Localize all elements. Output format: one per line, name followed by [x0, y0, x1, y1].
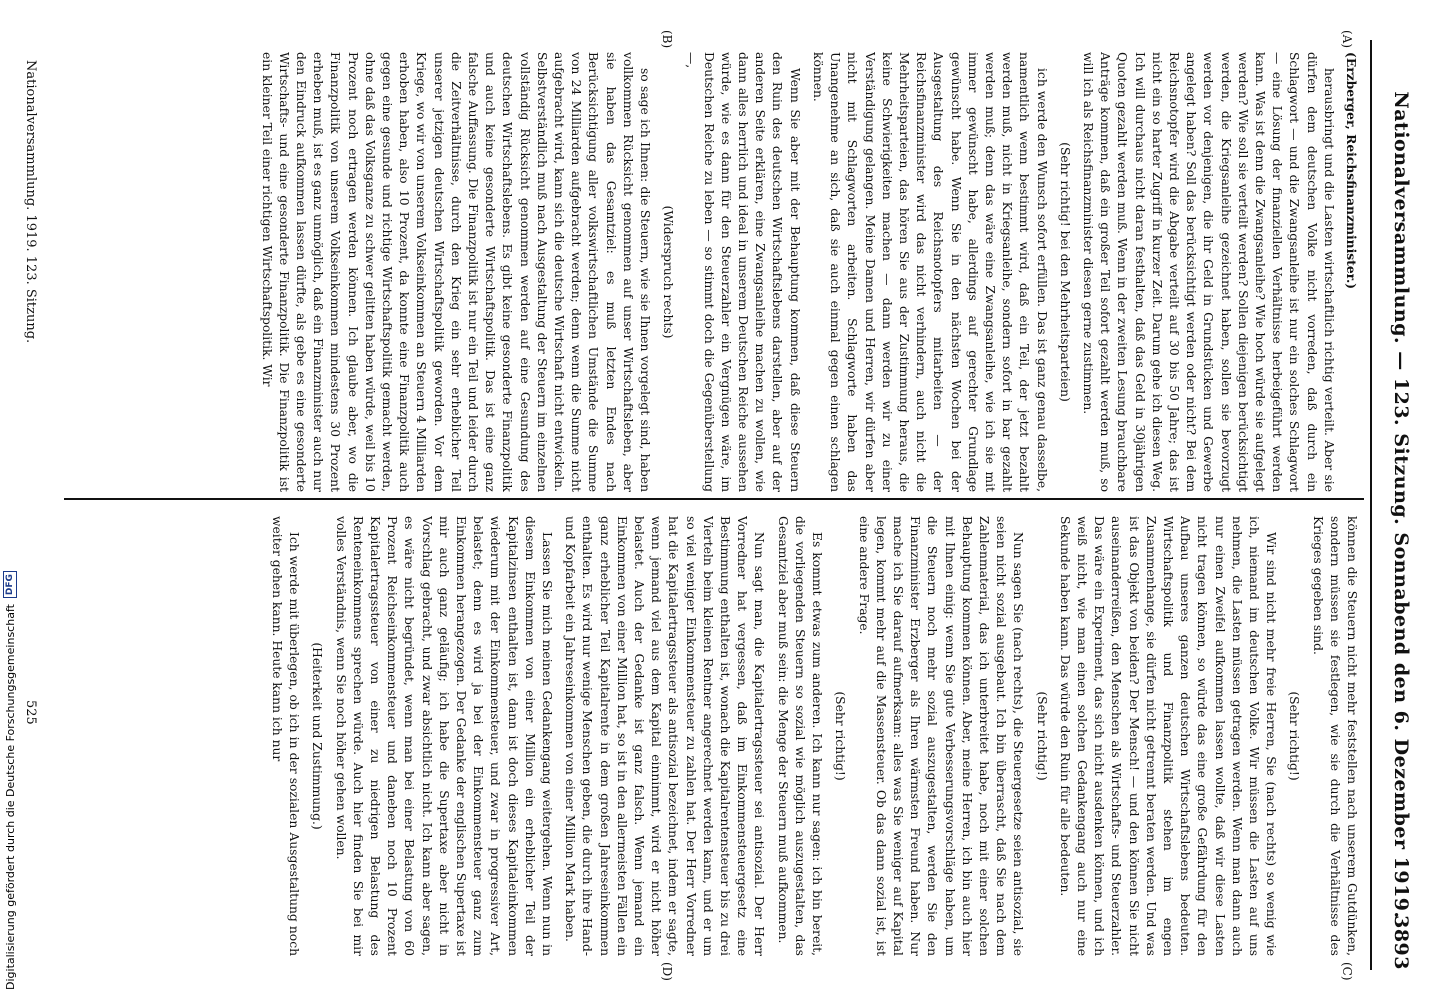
paragraph: herausbringt und die Lasten wirtschaftlich richtig verteilt. Aber sie dürfen dem deutschen Volke nicht vorreden, daß durch ein Schlagwort — und die Zwangsanleihe ist nur ein solches Schlagwort — eine Lösung der finanziellen Verhältnisse herbeigeführt werden kann. Was ist denn die Zwangsanleihe? Wie hoch würde sie aufgelegt werden? Wie soll sie verteilt werden? Sollen diejenigen berücksichtigt werden, die Kriegsanleihe gezeichnet haben, sollen sie bevorzugt werden vor denjenigen, die ihr Geld in Grundstücken und Gewerbe angelegt haben? Soll das berücksichtigt werden oder nicht? Bei dem Reichsnotopfer wird die Abgabe verteilt auf 30 bis 50 Jahre; das ist nicht ein so harter Zugriff in kurzer Zeit. Darum gehe ich diesen Weg. Ich will durchaus nicht daran festhalten, daß das Geld in 30jährigen Quoten gezahlt werden muß. Wenn in der zweiten Lesung brauchbare Anträge kommen, daß ein großer Teil sofort gezahlt werden muß, so will ich als Reichsfinanzminister diesen gerne zustimmen.: [1080, 52, 1336, 492]
interjection: (Sehr richtig!): [1034, 691, 1049, 781]
interjection: (Sehr richtig! bei den Mehrheitsparteien): [1057, 142, 1072, 402]
paragraph: Ich werde mit überlegen, ob ich in der sozialen Ausgestaltung noch weiter gehen kann. Heute kann ich nur: [270, 516, 302, 956]
credit-text: Digitalisierung gefördert durch die Deutsche Forschungsgemeinschaft: [3, 604, 17, 990]
page-header: [1376, 40, 1416, 970]
margin-marker-c: (C): [1340, 962, 1354, 981]
digitization-credit: [2, 0, 18, 990]
footer-session-label: Nationalversammlung. 1919. 123. Sitzung.: [23, 60, 38, 344]
paragraph: Nun sagen Sie (nach rechts), die Steuergesetze seien antisozial, sie seien nicht sozial ausgebaut. Ich bin überrascht, daß Sie nach dem Zahlenmaterial, das ich unterbreitet habe, noch mit einer solchen Behauptung kommen können. Aber, meine Herren, ich bin auch hier mit Ihnen einig: wenn Sie gute Verbesserungsvorschläge haben, um die Steuern noch mehr sozial auszugestalten, werden Sie den Finanzminister Erzberger als Ihren wärmsten Freund haben. Nur mache ich Sie darauf aufmerksam: alles was Sie weniger auf Kapital legen, kommt mehr auf die Massensteuer. Ob das dann sozial ist, ist eine andere Frage.: [856, 516, 1026, 956]
interjection: (Sehr richtig!): [1287, 691, 1302, 781]
paragraph: Nun sagt man, die Kapitalertragssteuer sei antisozial. Der Herr Vorredner hat vergessen, daß im Einkommensteuergesetz eine Bestimmung enthalten ist, wonach die Kapitalrentensteuer bis zu drei Vierteln beim kleinen Rentner angerechnet werden kann, und er um so viel weniger Einkommensteuer zu zahlen hat. Der Herr Vorredner hat die Kapitalertragssteuer als antisozial bezeichnet, indem er sagte, wenn jemand viel aus dem Kapital einnimmt, wird er nicht höher belastet. Auch der Gedanke ist ganz falsch. Wenn jemand ein Einkommen von einer Million hat, so ist in den allermeisten Fällen ein ganz erheblicher Teil Kapitalrente in dem großen Jahreseinkommen enthalten. Es wird nur wenige Menschen geben, die durch ihre Hand- und Kopfarbeit ein Jahreseinkommen von einer Million Mark haben.: [563, 516, 767, 956]
paragraph: so sage ich Ihnen: die Steuern, wie sie Ihnen vorgelegt sind, haben vollkommen Rücksicht genommen auf unser Wirtschaftsleben, aber sie haben das Gesamtziel: es muß letzten Endes nach Berücksichtigung aller volkswirtschaftlichen Umstände die Summe von 24 Milliarden aufgebracht werden; denn wenn die Summe nicht aufgebracht wird, kann sich die deutsche Wirtschaft nicht entwickeln. Selbstverständlich muß nach Ausgestaltung der Steuern im einzelnen vollständig Rücksicht genommen werden auf eine Gesundung des deutschen Wirtschaftslebens. Es gibt keine gesonderte Finanzpolitik und auch keine gesonderte Wirtschaftspolitik. Das ist eine ganz falsche Auffassung. Die Finanzpolitik ist nur ein Teil und leider durch die Zeitverhältnisse, durch den Krieg ein sehr erheblicher Teil unserer jetzigen deutschen Wirtschaftspolitik geworden. Vor dem Kriege, wo wir von unserem Volkseinkommen an Steuern 4 Milliarden erhoben haben, also 10 Prozent, da konnte eine Finanzpolitik auch gegen eine gesunde und richtige Wirtschaftspolitik gemacht werden, ohne daß das Volksganze zu schwer gelitten haben würde, weil bis 10 Prozent noch ertragen werden können. Ich glaube aber, wo die Finanzpolitik von unserem Volkseinkommen mindestens 30 Prozent erheben muß, ist es ganz unmöglich, daß ein Finanzminister auch nur den Eindruck aufkommen lassen dürfte, als gebe es eine gesonderte Wirtschafts- und eine gesonderte Finanzpolitik. Die Finanzpolitik ist ein kleiner Teil einer richtigen Wirtschaftspolitik. Wir: [259, 52, 653, 492]
page-number: 3893: [1390, 915, 1412, 970]
margin-marker-a: (A): [1340, 30, 1354, 49]
margin-marker-b: (B): [660, 30, 674, 49]
right-column: [70, 516, 1360, 956]
interjection: (Widerspruch rechts): [661, 205, 676, 339]
margin-marker-d: (D): [660, 962, 674, 981]
left-column: [70, 52, 1360, 492]
paragraph: können die Steuern nicht mehr feststellen nach unserem Gutdünken, sondern müssen sie festlegen, wie sie durch die Verhältnisse des Krieges gegeben sind.: [1310, 516, 1359, 956]
paragraph: ich werde den Wunsch sofort erfüllen. Das ist ganz genau dasselbe, namentlich wenn bestimmt wird, daß ein Teil, der jetzt bezahlt werden muß, nicht in Kriegsanleihe, sondern sofort in bar gezahlt werden muß; denn das wäre eine Zwangsanleihe, wie ich sie mit immer gewünscht habe, allerdings auf gerechter Grundlage gewünscht habe. Wenn Sie in den nächsten Wochen bei der Ausgestaltung des Reichsnotopfers mitarbeiten — der Reichsfinanzminister wird das nicht verhindern, auch nicht die Mehrheitsparteien, das hören Sie aus der Zustimmung heraus, die keine Schwierigkeiten machen — dann werden wir zu einer Verständigung gelangen. Meine Damen und Herren, wir dürfen aber nicht mit Schlagworten arbeiten. Schlagworte haben das Unangenehme an sich, daß sie auch einmal gegen einen schlagen können.: [810, 52, 1049, 492]
paragraph: Lassen Sie mich meinen Gedankengang weitergehen. Wenn nun in diesem Einkommen von einer Million ein erheblicher Teil der Kapitalzinsen enthalten ist, dann ist doch dieses Kapitaleinkommen wiederum mit der Einkommensteuer, und zwar in progressiver Art, belastet; denn es wird ja bei der Einkommensteuer ganz zum Einkommen herangezogen. Der Gedanke der englischen Supertaxe ist mir auch ganz geläufig; ich habe die Supertaxe aber nicht in Vorschlag gebracht, und zwar absichtlich nicht. Ich kann aber sagen, es wäre nicht begründet, wenn man bei einer Belastung von 60 Prozent Reichseinkommensteuer und daneben noch 10 Prozent Kapitalertragssteuer von einer zu niedrigen Belastung des Renteneinkommens sprechen würde. Auch hier finden Sie bei mir volles Verständnis, wenn Sie noch höher gehen wollen.: [333, 516, 555, 956]
page-title: Nationalversammlung. — 123. Sitzung. Sonnabend den 6. Dezember 1919.: [1390, 91, 1412, 919]
header-rule: [1370, 40, 1372, 970]
paragraph: Wir sind nicht mehr freie Herren, Sie (nach rechts) so wenig wie ich, niemand im deutschen Volke. Wir müssen die Lasten auf uns nehmen, die Lasten müssen getragen werden. Wenn man dann auch nur einen Zweifel aufkommen lassen wollte, daß wir diese Lasten nicht tragen können, so würde das eine große Gefährdung für den Aufbau unseres ganzen deutschen Wirtschaftslebens bedeuten. Wirtschaftspolitik und Finanzpolitik stehen im engen Zusammenhange, sie dürfen nicht getrennt beraten werden. Und was ist das Objekt von beiden? Der Mensch! — und den können Sie nicht auseinanderreißen, den Menschen als Wirtschafts- und Steuerzahler. Das wäre ein Experiment, das sich nicht ausdenken können, und ich weiß nicht, wie man einen solchen Gedankengang auch nur eine Sekunde haben kann. Das würde den Ruin für alle bedeuten.: [1057, 516, 1279, 956]
dfg-logo-icon: DFG: [3, 571, 17, 598]
column-divider: [64, 498, 1364, 500]
paragraph: Wenn Sie aber mit der Behauptung kommen, daß diese Steuern den Ruin des deutschen Wirtschaftslebens darstellen, aber auf der anderen Seite erklären, eine Zwangsanleihe machen zu wollen, wie dann alles herrlich und ideal in unserem Deutschen Reiche aussehen würde, wie es dann für den Steuerzahler ein Vergnügen wäre, im Deutschen Reiche zu leben — so stimmt doch die Gegenüberstellung —,: [684, 52, 802, 492]
paragraph: Es kommt etwas zum anderen. Ich kann nur sagen: ich bin bereit, die vorliegenden Steuern so sozial wie möglich auszugestalten, das Gesamtziel aber muß sein: die Menge der Steuern muß aufkommen.: [775, 516, 825, 956]
speaker-label: (Erzberger, Reichsfinanzminister.): [1344, 52, 1359, 290]
interjection: (Heiterkeit und Zustimmung.): [310, 642, 325, 830]
interjection: (Sehr richtig!): [833, 691, 848, 781]
footer-page-number: 525: [23, 700, 38, 725]
